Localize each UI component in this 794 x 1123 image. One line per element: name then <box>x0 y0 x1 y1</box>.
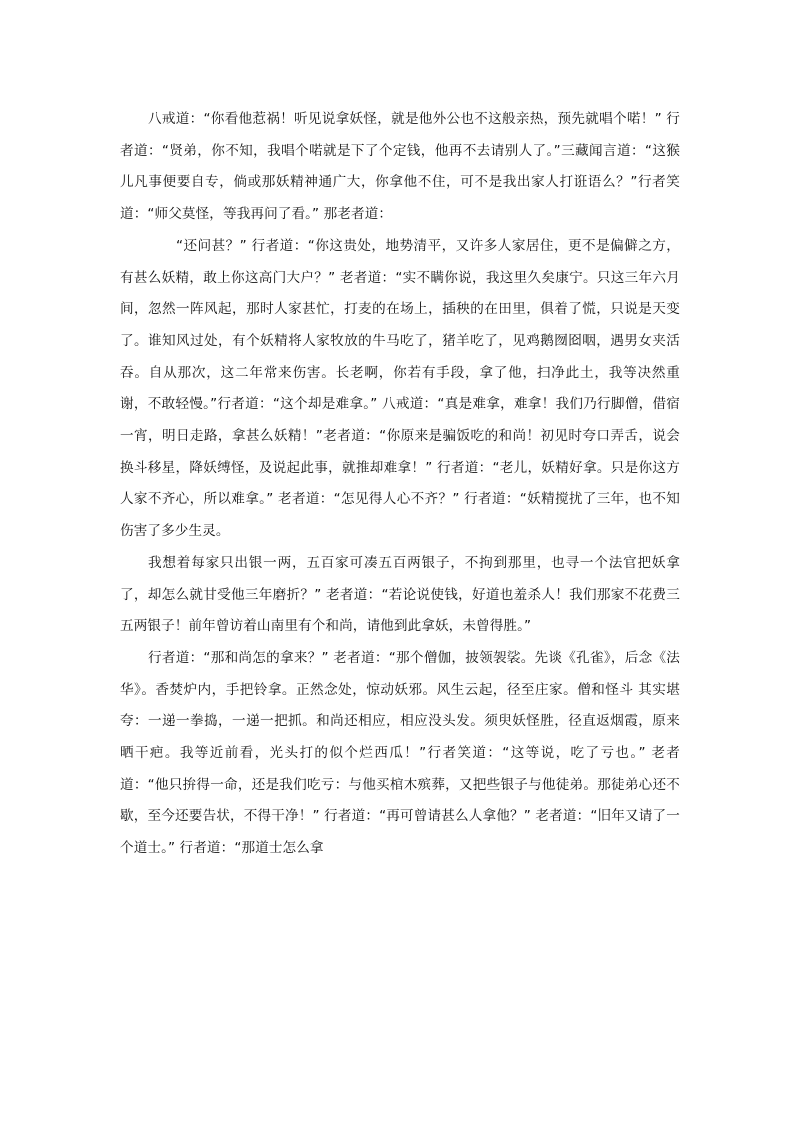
paragraph-3: 我想着每家只出银一两，五百家可凑五百两银子，不拘到那里，也寻一个法官把妖拿了，却怎么就甘受他三年磨折？” 老者道：“若论说使钱，好道也羞杀人！我们那家不花费三五两银子！前年曾访着山南里有个和尚，请他到此拿妖，未曾得胜。” <box>120 554 680 635</box>
paragraph-1: 八戒道：“你看他惹祸！听见说拿妖怪，就是他外公也不这般亲热，预先就唱个喏！” 行者道：“贤弟，你不知，我唱个喏就是下了个定钱，他再不去请别人了。”三藏闻言道：“这猴儿凡事便要自专，倘或那妖精神通广大，你拿他不住，可不是我出家人打诳语么？”行者笑道：“师父莫怪，等我再问了看。” 那老者道： <box>120 111 680 223</box>
body-text <box>120 104 680 865</box>
paragraph-4: 行者道：“那和尚怎的拿来？” 老者道：“那个僧伽，披领袈裟。先谈《孔雀》，后念《法华》。香焚炉内，手把铃拿。正然念处，惊动妖邪。风生云起，径至庄家。僧和怪斗 其实堪夸：一递一拳捣，一递一把抓。和尚还相应，相应没头发。须臾妖怪胜，径直返烟霞，原来晒干疤。我等近前看，光头打的似个烂西瓜！”行者笑道：“这等说，吃了亏也。” 老者道：“他只拚得一命，还是我们吃亏：与他买棺木殡葬，又把些银子与他徒弟。那徒弟心还不歇，至今还要告状，不得干净！” 行者道：“再可曾请甚么人拿他？” 老者道：“旧年又请了一个道士。” 行者道：“那道士怎么拿 <box>120 649 680 857</box>
paragraph-2: “还问甚？” 行者道：“你这贵处，地势清平，又许多人家居住，更不是偏僻之方，有甚么妖精，敢上你这高门大户？” 老者道：“实不瞒你说，我这里久矣康宁。只这三年六月间，忽然一阵风起，那时人家甚忙，打麦的在场上，插秧的在田里，俱着了慌，只说是天变了。谁知风过处，有个妖精将人家牧放的牛马吃了，猪羊吃了，见鸡鹅囫囵咽，遇男女夹活吞。自从那次，这二年常来伤害。长老啊，你若有手段，拿了他，扫净此土，我等决然重谢，不敢轻慢。”行者道：“这个却是难拿。” 八戒道：“真是难拿，难拿！我们乃行脚僧，借宿一宵，明日走路，拿甚么妖精！”老者道：“你原来是骗饭吃的和尚！初见时夸口弄舌，说会换斗移星，降妖缚怪，及说起此事，就推却难拿！” 行者道：“老儿，妖精好拿。只是你这方人家不齐心，所以难拿。” 老者道：“怎见得人心不齐？” 行者道：“妖精搅扰了三年，也不知伤害了多少生灵。 <box>120 237 680 540</box>
